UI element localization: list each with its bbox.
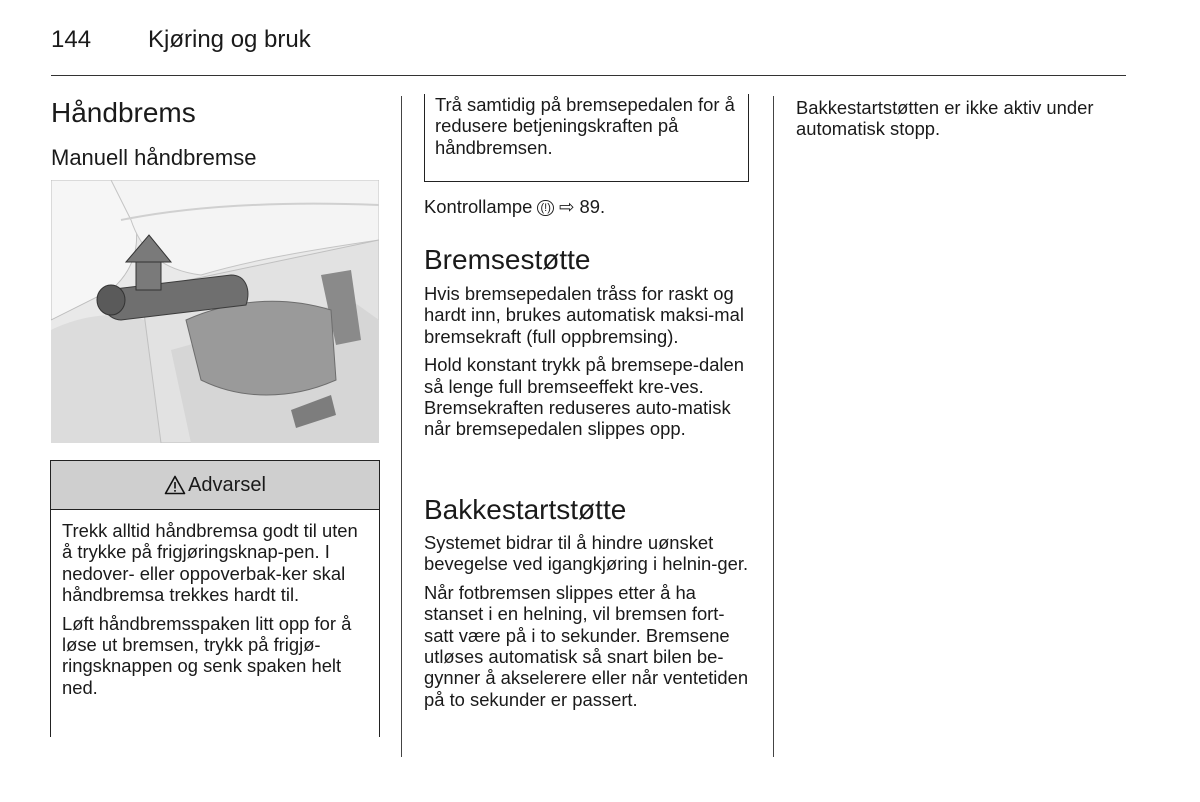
chapter-title: Kjøring og bruk [148,26,311,53]
bremsestotte-paragraph-1: Hvis bremsepedalen tråss for raskt og hardt inn, brukes automatisk maksi-mal bremsekraft (full oppbremsing). [424,283,744,347]
header-divider [51,75,1126,76]
subsection-title-manuell: Manuell håndbremse [51,145,257,170]
warning-body [51,510,379,698]
warning-label: Advarsel [188,473,266,496]
col3-body [796,97,1126,147]
brake-indicator-icon: (!) [537,200,553,216]
reference-arrow-icon: ⇨ [559,196,575,217]
indicator-page-ref: 89. [579,196,606,217]
column-divider-1 [401,96,402,757]
warning-box [50,460,380,737]
bremsestotte-body [424,283,754,447]
handbrake-illustration-svg [51,180,379,443]
warning-triangle-icon [164,475,186,495]
note-text: Trå samtidig på bremsepedalen for å redusere betjeningskraften på håndbremsen. [435,94,735,158]
warning-paragraph-2: Løft håndbremsspaken litt opp for å løse ut bremsen, trykk på frigjø-ringsknappen og senk spaken helt ned. [62,612,352,698]
col3-paragraph-1: Bakkestartstøtten er ikke aktiv under automatisk stopp. [796,97,1094,140]
bakkestartstotte-paragraph-1: Systemet bidrar til å hindre uønsket bevegelse ved igangkjøring i helnin-ger. [424,532,749,575]
note-box [424,94,749,182]
page-number: 144 [51,26,92,53]
warning-paragraph-1: Trekk alltid håndbremsa godt til uten å trykke på frigjøringsknap-pen. I nedover- eller oppoverbak-ker skal håndbremsa trekkes hardt til. [62,520,358,606]
warning-header [51,461,379,510]
column-divider-2 [773,96,774,757]
bakkestartstotte-paragraph-2: Når fotbremsen slippes etter å ha stanset i en helning, vil bremsen fort-satt være på i to sekunder. Bremsene utløses automatisk så snart bilen be-gynner å akselerere eller når ventetiden på to sekunder er passert. [424,581,749,710]
handbrake-illustration [51,180,379,443]
indicator-text: Kontrollampe [424,196,533,217]
bremsestotte-paragraph-2: Hold konstant trykk på bremsepe-dalen så lenge full bremseeffekt kre-ves. Bremsekraften reduseres auto-matisk når bremsepedalen slippes opp. [424,354,744,440]
section-title-handbrems: Håndbrems [51,97,196,128]
section-title-bakkestartstotte: Bakkestartstøtte [424,494,627,525]
section-title-bremsestotte: Bremsestøtte [424,244,591,275]
indicator-line [424,196,754,217]
bakkestartstotte-body [424,532,754,717]
